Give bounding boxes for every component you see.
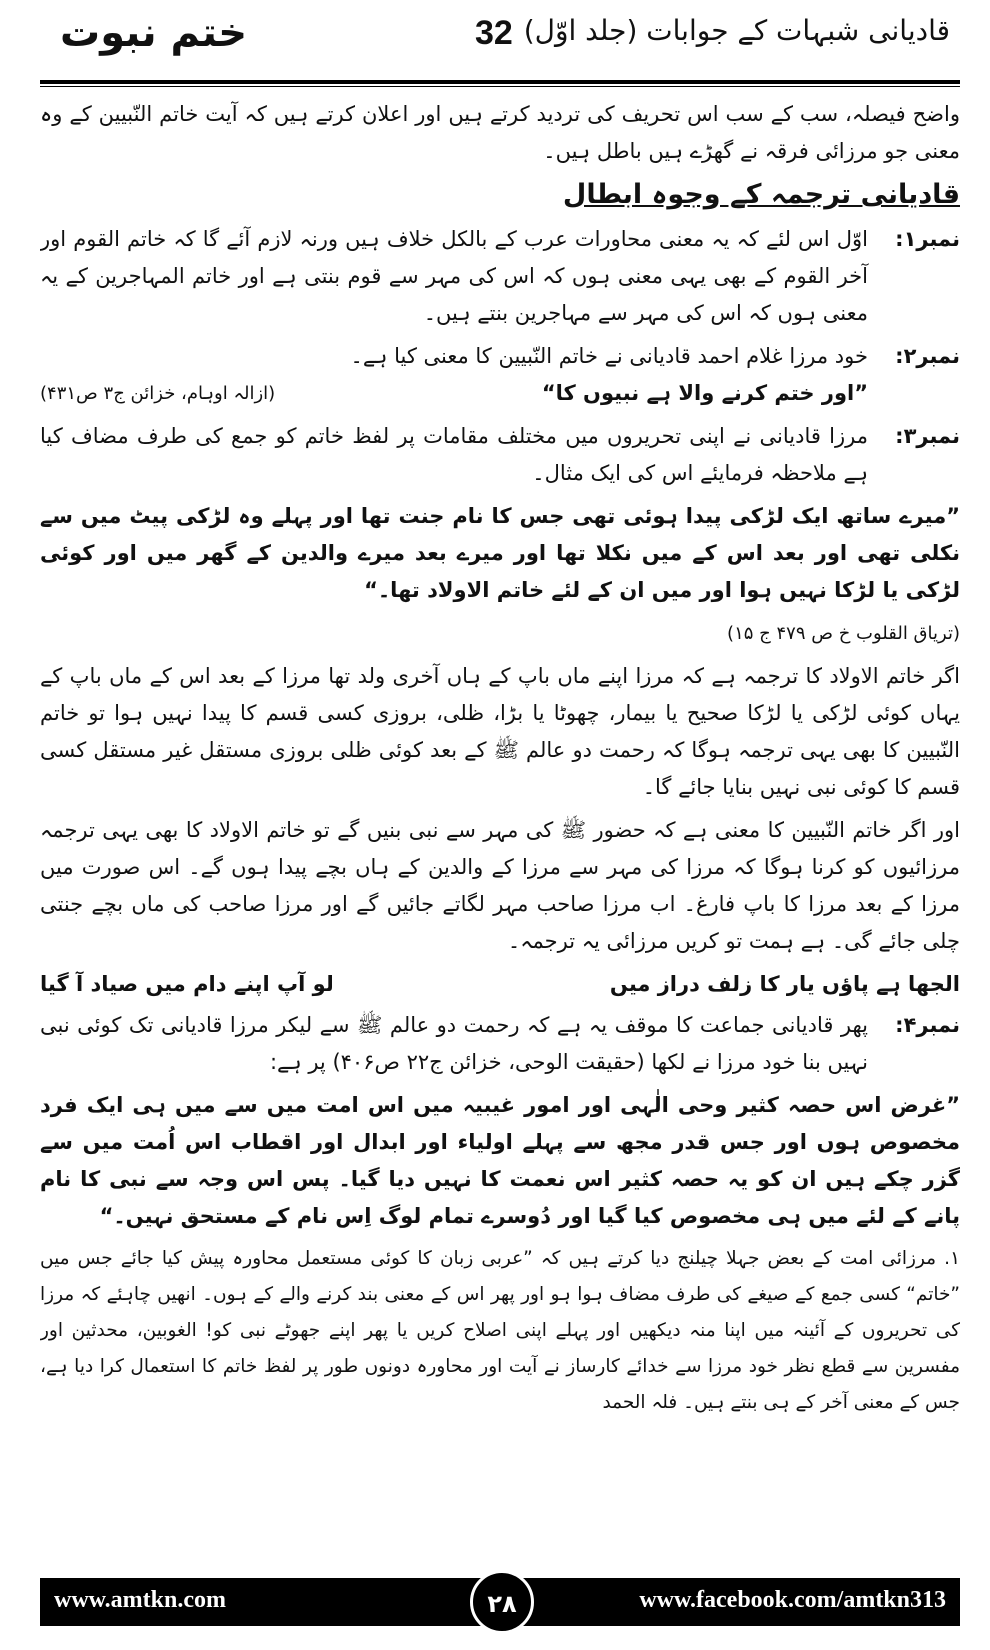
paragraph: اگر خاتم الاولاد کا ترجمہ ہے کہ مرزا اپنے ماں باپ کے ہاں آخری ولد تھا مرزا کے بعد اس کے ماں باپ کے یہاں کوئی لڑکی یا لڑکا صحیح یا بیمار، چھوٹا یا بڑا، ظلی، بروزی کسی قسم کا پیدا نہیں ہوا تو خاتم النّبیین کا بھی یہی ترجمہ ہوگا کہ رحمت دو عالم ﷺ کے بعد کوئی ظلی بروزی مستقل غیر مستقل کسی قسم کا کوئی نبی نہیں بنایا جائے گا۔ [40,664,960,799]
header-book-title: قادیانی شبہات کے جوابات (جلد اوّل) [523,14,950,47]
point-text: پھر قادیانی جماعت کا موقف یہ ہے کہ رحمت دو عالم ﷺ سے لیکر مرزا قادیانی تک کوئی نبی نہیں بنا خود مرزا نے لکھا (حقیقت الوحی، خزائن ج۲۲ ص۴۰۶) پر ہے: [40,1013,868,1074]
intro-paragraph: واضح فیصلہ، سب کے سب اس تحریف کی تردید کرتے ہیں اور اعلان کرتے ہیں کہ آیت خاتم النّبیین کے وہ معنی جو مرزائی فرقہ نے گھڑے ہیں باطل ہیں۔ [40,102,960,163]
page-content [40,96,960,1511]
header-divider-thin [40,86,960,87]
point-text-line: خود مرزا غلام احمد قادیانی نے خاتم النّبیین کا معنی کیا ہے۔ [350,344,868,368]
numbered-point-2 [40,338,960,412]
header-page-number: 32 [475,14,513,52]
point-text [40,338,868,412]
numbered-point-1 [40,221,960,332]
point-label: نمبر۳: [895,424,960,448]
block-quote: ”میرے ساتھ ایک لڑکی پیدا ہوئی تھی جس کا نام جنت تھا اور پہلے وہ لڑکی پیٹ میں سے نکلی تھی اور بعد اس کے میں نکلا تھا اور میرے بعد میرے والدین کے گھر میں اور کوئی لڑکی یا لڑکا نہیں ہوا اور میں ان کے لئے خاتم الاولاد تھا۔“ [40,504,960,602]
poetry-couplet [40,966,960,1003]
citation: (تریاق القلوب خ ص ۴۷۹ ج ۱۵) [727,623,960,644]
poetry-line: الجھا ہے پاؤں یار کا زلف دراز میں [609,972,960,996]
point-text: اوّل اس لئے کہ یہ معنی محاورات عرب کے بالکل خلاف ہیں ورنہ لازم آئے گا کہ خاتم القوم اور آخر القوم کے بھی یہی معنی ہوں کہ اس کی مہر سے قوم بنتی ہے اور خاتم المہاجرین کے یہ معنی ہوں کہ اس کی مہر سے مہاجرین بنتے ہیں۔ [40,227,868,325]
section-heading: قادیانی ترجمہ کے وجوہ ابطال [562,179,960,210]
footer-page-number: ۲۸ [470,1570,534,1634]
footnote: ۱. مرزائی امت کے بعض جہلا چیلنج دیا کرتے ہیں کہ ”عربی زبان کا کوئی مستعمل محاورہ پیش کیا جائے جس میں ”خاتم“ کسی جمع کے صیغے کی طرف مضاف ہوا ہو اور پھر اس کے معنی بند کرنے والے کے ہوں۔ انھیں چاہئے کہ مرزا کی تحریروں کے آئینہ میں اپنا منہ دیکھیں اور پہلے اپنی اصلاح کریں یا پھر اپنے جھوٹے نبی کو! الغوبین، محدثین اور مفسرین سے قطع نظر خود مرزا سے خدائے کارساز نے آیت اور محاورہ دونوں طور پر لفظ خاتم کا استعمال کرا دیا ہے، جس کے معنی آخر کے ہی بنتے ہیں۔ فلہ الحمد [40,1248,960,1413]
point-text: مرزا قادیانی نے اپنی تحریروں میں مختلف مقامات پر لفظ خاتم کو جمع کی طرف مضاف کیا ہے ملاحظہ فرمایئے اس کی ایک مثال۔ [40,424,868,485]
header-divider [40,80,960,84]
numbered-point-3 [40,418,960,492]
point-label: نمبر۴: [895,1013,960,1037]
page-footer [40,1578,960,1626]
quote-with-reference [40,375,868,412]
poetry-line: لو آپ اپنے دام میں صیاد آ گیا [40,972,334,996]
page-header [0,0,990,80]
paragraph: اور اگر خاتم النّبیین کا معنی ہے کہ حضور ﷺ کی مہر سے نبی بنیں گے تو خاتم الاولاد کا بھی یہی ترجمہ مرزائیوں کو کرنا ہوگا کہ مرزا کی مہر سے مرزا کے والدین کے ہاں بچے پیدا ہوں گے۔ اس صورت میں مرزا کے بعد مرزا کا باپ فارغ۔ اب مرزا صاحب مہر لگاتے جائیں گے اور مرزا صاحب کی ماں بچے جنتی چلی جائے گی۔ ہے ہمت تو کریں مرزائی یہ ترجمہ۔ [40,818,960,953]
block-quote: ”غرض اس حصہ کثیر وحی الٰہی اور امور غیبیہ میں اس امت میں سے میں ہی ایک فرد مخصوص ہوں اور جس قدر مجھ سے پہلے اولیاء اور ابدال اور اقطاب اس اُمت میں سے گزر چکے ہیں ان کو یہ حصہ کثیر اس نعمت کا نہیں دیا گیا۔ پس اس وجہ سے نبی کا نام پانے کے لئے میں ہی مخصوص کیا گیا اور دُوسرے تمام لوگ اِس نام کے مستحق نہیں۔“ [40,1093,960,1228]
quote-text: ”اور ختم کرنے والا ہے نبیوں کا“ [541,381,868,405]
citation: (ازالہ اوہام، خزائن ج۳ ص۴۳۱) [40,383,276,404]
facebook-link[interactable]: www.facebook.com/amtkn313 [639,1587,946,1613]
header-brand: ختم نبوت [60,10,248,56]
point-label: نمبر۲: [895,344,960,368]
website-link[interactable]: www.amtkn.com [54,1587,226,1613]
numbered-point-4 [40,1007,960,1081]
point-label: نمبر۱: [895,227,960,251]
